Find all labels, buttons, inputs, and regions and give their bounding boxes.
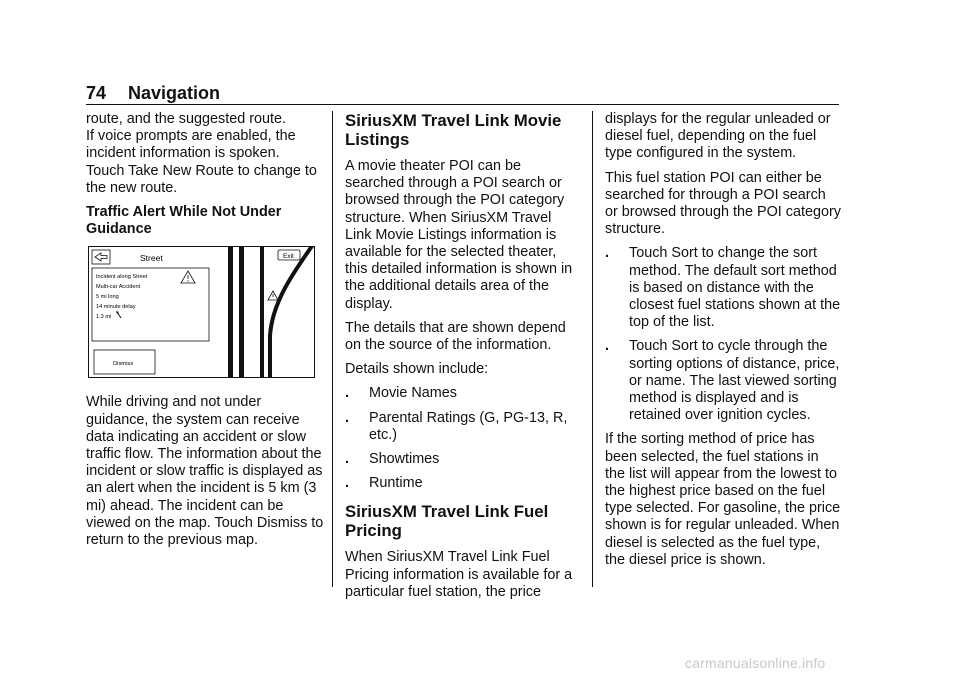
list-item xyxy=(345,475,579,492)
bullet-marker: . xyxy=(605,245,609,262)
paragraph: displays for the regular unleaded or diesel fuel, depending on the fuel type configured in the system. xyxy=(605,111,831,162)
column-3 xyxy=(605,111,841,576)
bullet-marker: . xyxy=(345,475,349,492)
bullet-marker: . xyxy=(345,385,349,402)
paragraph: Touch Take New Route to change to the new route. xyxy=(86,162,317,196)
list-item-text: Movie Names xyxy=(369,385,457,402)
paragraph: A movie theater POI can be searched through a POI search or browsed through the POI category structure. When SiriusXM Travel Link Movie Listings information is available for the selected theater, this detailed information is shown in the additional details area of the display. xyxy=(345,158,573,312)
incident-line: Incident along Street xyxy=(96,274,148,281)
list-item-text: Touch Sort to cycle through the sorting options of distance, price, or name. The last viewed sorting method is displayed and is retained over ignition cycles. xyxy=(629,338,840,424)
incident-line: 1.3 mi xyxy=(96,314,112,321)
section-title: Navigation xyxy=(128,83,221,103)
paragraph: If voice prompts are enabled, the incident information is spoken. xyxy=(86,128,296,162)
incident-line: Multi-car Accident xyxy=(96,284,141,291)
column-1 xyxy=(86,111,324,556)
subheading: Traffic Alert While Not Under Guidance xyxy=(86,204,282,238)
exit-label: Exit xyxy=(283,253,294,261)
page-header xyxy=(86,82,220,104)
header-rule xyxy=(86,104,839,105)
paragraph: If the sorting method of price has been selected, the fuel stations in the list will appear from the lowest to the highest price based on the fuel type selected. For gasoline, the price shown is for regular unleaded. When diesel is selected as the fuel type, the diesel price is shown. xyxy=(605,431,841,568)
bullet-marker: . xyxy=(605,338,609,355)
list-item xyxy=(345,385,579,402)
page-number: 74 xyxy=(86,83,107,103)
incident-line: 14 minute delay xyxy=(96,304,136,311)
list-item xyxy=(605,245,841,331)
bullet-marker: . xyxy=(345,409,349,426)
section-heading: SiriusXM Travel Link Movie Listings xyxy=(345,111,562,149)
traffic-alert-screen xyxy=(88,246,315,378)
traffic-alert-figure xyxy=(88,246,315,378)
column-divider-2 xyxy=(592,111,593,587)
bullet-marker: . xyxy=(345,451,349,468)
paragraph: When SiriusXM Travel Link Fuel Pricing information is available for a particular fuel station, the price xyxy=(345,549,573,600)
column-2 xyxy=(345,111,579,608)
paragraph: While driving and not under guidance, the system can receive data indicating an accident or slow traffic flow. The information about the incident or slow traffic is displayed as an alert when the incident is 5 km (3 mi) ahead. The incident can be viewed on the map. Touch Dismiss to return to the previous map. xyxy=(86,394,324,549)
list-item xyxy=(345,451,579,468)
watermark: carmanualsonline.info xyxy=(685,655,826,671)
list-item-text: Parental Ratings (G, PG-13, R, etc.) xyxy=(369,409,568,443)
street-title: Street xyxy=(140,253,163,264)
dismiss-label: Dismiss xyxy=(113,361,134,368)
paragraph: This fuel station POI can either be searched for through a POI search or browsed through the POI category structure. xyxy=(605,169,841,238)
section-heading: SiriusXM Travel Link Fuel Pricing xyxy=(345,502,549,541)
list-item xyxy=(345,410,579,444)
list-item-text: Runtime xyxy=(369,475,423,492)
list-item xyxy=(605,338,841,424)
road xyxy=(239,246,244,378)
paragraph: route, and the suggested route. xyxy=(86,111,287,127)
road xyxy=(260,246,264,378)
incident-line: 5 mi long xyxy=(96,294,119,301)
column-divider-1 xyxy=(332,111,333,587)
paragraph: The details that are shown depend on the source of the information. xyxy=(345,319,566,354)
list-item-text: Touch Sort to change the sort method. The default sort method is based on distance with the closest fuel stations shown at the top of the list. xyxy=(629,245,841,331)
road xyxy=(228,246,233,378)
paragraph: Details shown include: xyxy=(345,361,489,378)
list-item-text: Showtimes xyxy=(369,451,440,468)
